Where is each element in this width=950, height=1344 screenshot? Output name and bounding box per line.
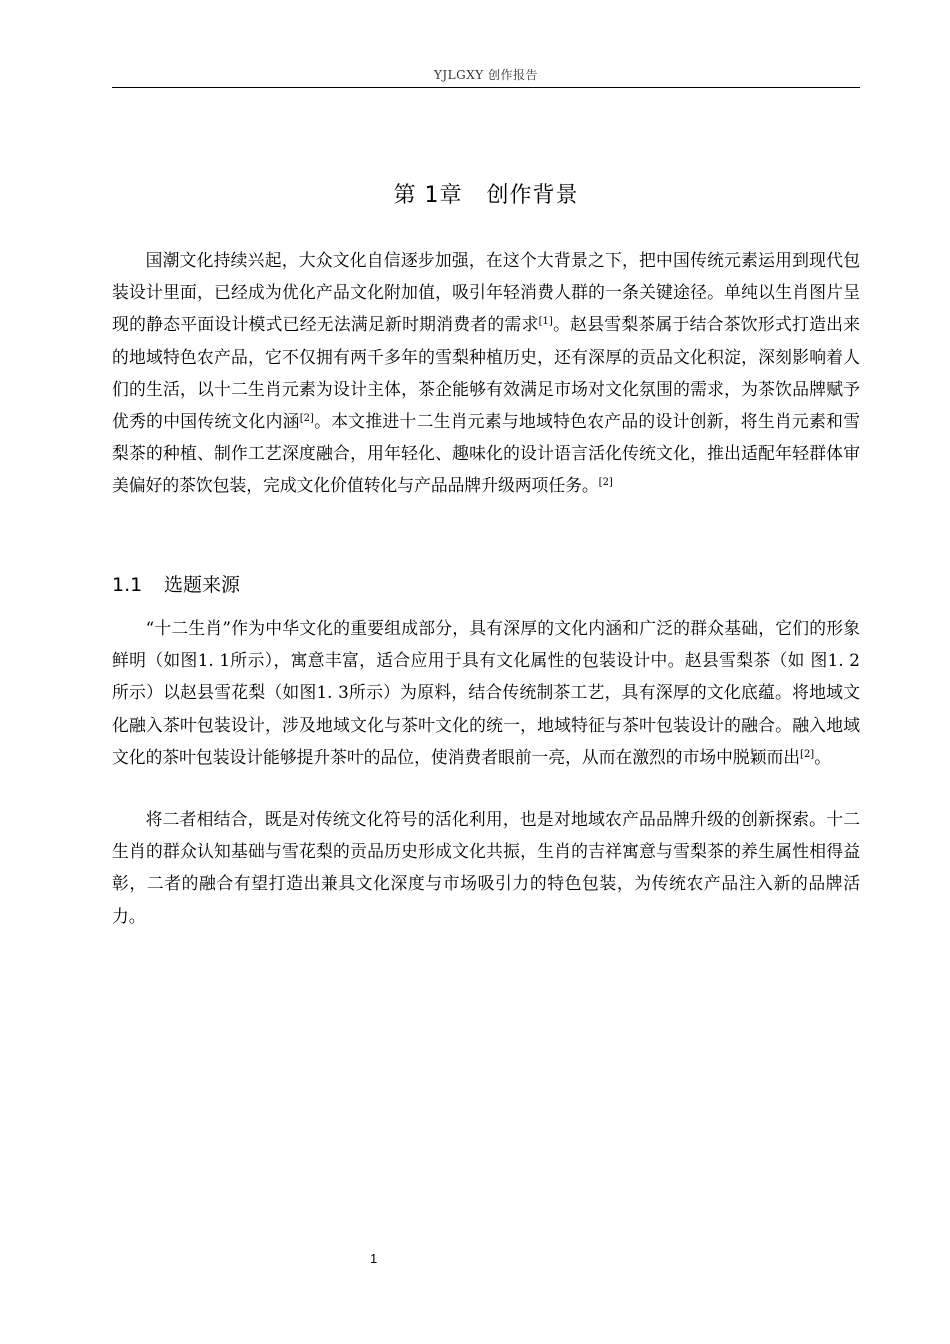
body-paragraph: 将二者相结合，既是对传统文化符号的活化利用，也是对地域农产品品牌升级的创新探索。十二生肖的群众认知基础与雪花梨的贡品历史形成文化共振，生肖的吉祥寓意与雪梨茶的养生属性相得益彰，二者的融合有望打造出兼具文化深度与市场吸引力的特色包装，为传统农产品注入新的品牌活力。	[112, 809, 860, 926]
citation-ref: [2]	[800, 748, 815, 760]
paragraph-text: “十二生肖”作为中华文化的重要组成部分，具有深厚的文化内涵和广泛的群众基础，它们的形象鲜明（如图1. 1所示），寓意丰富，适合应用于具有文化属性的包装设计中。赵县雪梨茶（如 图1. 2所示）以赵县雪花梨（如图1. 3所示）为原料，结合传统制茶工艺，具有深厚的文化底蕴。将地域文化融入茶叶包装设计，涉及地域文化与茶叶文化的统一，地域特征与茶叶包装设计的融合。融入地域文化的茶叶包装设计能够提升茶叶的品位，使消费者眼前一亮，从而在激烈的市场中脱颖而出	[112, 618, 860, 767]
section-title: 选题来源	[164, 574, 241, 596]
paragraph-text: 国潮文化持续兴起，大众文化自信逐步加强，在这个大背景之下，把中国传统元素运用到现代包装设计里面，已经成为优化产品文化附加值，吸引年轻消费人群的一条关键途径。单纯以生肖图片呈现的静态平面设计模式已经无法满足新时期消费者的需求	[112, 250, 860, 335]
citation-ref: [2]	[598, 477, 613, 489]
running-header: YJLGXY 创作报告	[433, 68, 539, 82]
citation-ref: [1]	[538, 316, 553, 328]
citation-ref: [2]	[299, 413, 314, 425]
section-heading	[112, 570, 240, 597]
paragraph-text: 。本文推进十二生肖元素与地域特色农产品的设计创新，将生肖元素和雪梨茶的种植、制作工艺深度融合，用年轻化、趣味化的设计语言活化传统文化，推出适配年轻群体审美偏好的茶饮包装，完成文化价值转化与产品品牌升级两项任务。	[112, 411, 860, 496]
chapter-title: 第 1章 创作背景	[393, 183, 579, 208]
body-paragraph	[112, 612, 860, 773]
header-divider	[112, 87, 860, 88]
section-number: 1.1	[112, 574, 143, 596]
page-number: 1	[370, 1251, 378, 1266]
paragraph-text: 。赵县雪梨茶属于结合茶饮形式打造出来的地域特色农产品，它不仅拥有两千多年的雪梨种植历史，还有深厚的贡品文化积淀，深刻影响着人们的生活，以十二生肖元素为设计主体，茶企能够有效满足市场对文化氛围的需求，为茶饮品牌赋予优秀的中国传统文化内涵	[112, 314, 860, 432]
intro-paragraph	[112, 244, 860, 502]
paragraph-text: 。	[814, 746, 832, 767]
